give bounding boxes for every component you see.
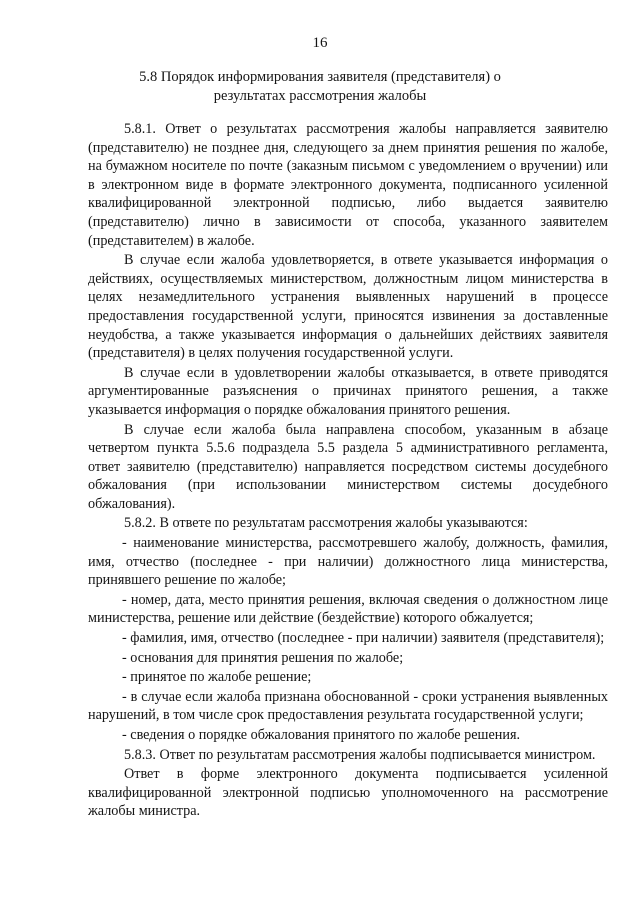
list-item: - в случае если жалоба признана обоснованной - сроки устранения выявленных нарушений, в том числе срок предоставления результата государственной услуги; <box>88 688 608 724</box>
list-item: - номер, дата, место принятия решения, включая сведения о должностном лице министерства, решение или действие (бездействие) которого обжалуется; <box>88 591 608 627</box>
list-item: - фамилия, имя, отчество (последнее - при наличии) заявителя (представителя); <box>122 630 605 647</box>
paragraph-5-8-2: 5.8.2. В ответе по результатам рассмотрения жалобы указываются: <box>124 515 528 532</box>
list-item: - принятое по жалобе решение; <box>122 669 312 686</box>
document-body <box>88 120 608 821</box>
paragraph-pretrial-system: В случае если жалоба была направлена способом, указанным в абзаце четвертом пункта 5.5.6 подраздела 5.5 раздела 5 административного регламента, ответ заявителю (представителю) направляется посредством системы досудебного обжалования (при использовании министерством системы досудебного обжалования). <box>88 421 608 512</box>
list-item: - основания для принятия решения по жалобе; <box>122 649 404 666</box>
paragraph-complaint-satisfied: В случае если жалоба удовлетворяется, в ответе указывается информация о действиях, осуществляемых министерством, должностным лицом министерства в целях незамедлительного устранения выявленных нарушений в процессе предоставления государственной услуги, приносятся извинения за доставленные неудобства, а также указывается информация о дальнейших действиях заявителя (представителя) в целях получения государственной услуги. <box>88 252 608 362</box>
paragraph-5-8-1: 5.8.1. Ответ о результатах рассмотрения жалобы направляется заявителю (представителю) не позднее дня, следующего за днем принятия решения по жалобе, на бумажном носителе по почте (заказным письмом с уведомлением о вручении) или в электронном виде в формате электронного документа, подписанного усиленной квалифицированной электронной подписью, либо выдается заявителю (представителю) лично в зависимости от способа, указанного заявителем (представителем) в жалобе. <box>88 121 608 249</box>
paragraph-5-8-3: 5.8.3. Ответ по результатам рассмотрения жалобы подписывается министром. <box>124 746 596 763</box>
section-title: 5.8 Порядок информирования заявителя (представителя) о результатах рассмотрения жалобы <box>139 69 501 104</box>
page-number: 16 <box>312 35 328 51</box>
paragraph-complaint-refused: В случае если в удовлетворении жалобы отказывается, в ответе приводятся аргументированные разъяснения о причинах принятого решения, а также указывается информация о порядке обжалования принятого решения. <box>88 364 608 418</box>
list-item: - сведения о порядке обжалования принятого по жалобе решения. <box>122 727 521 743</box>
paragraph-electronic-signature: Ответ в форме электронного документа подписывается усиленной квалифицированной электронной подписью уполномоченного на рассмотрение жалобы министра. <box>88 766 608 820</box>
list-item: - наименование министерства, рассмотревшего жалобу, должность, фамилия, имя, отчество (последнее - при наличии) должностного лица министерства, принявшего решение по жалобе; <box>88 535 608 589</box>
